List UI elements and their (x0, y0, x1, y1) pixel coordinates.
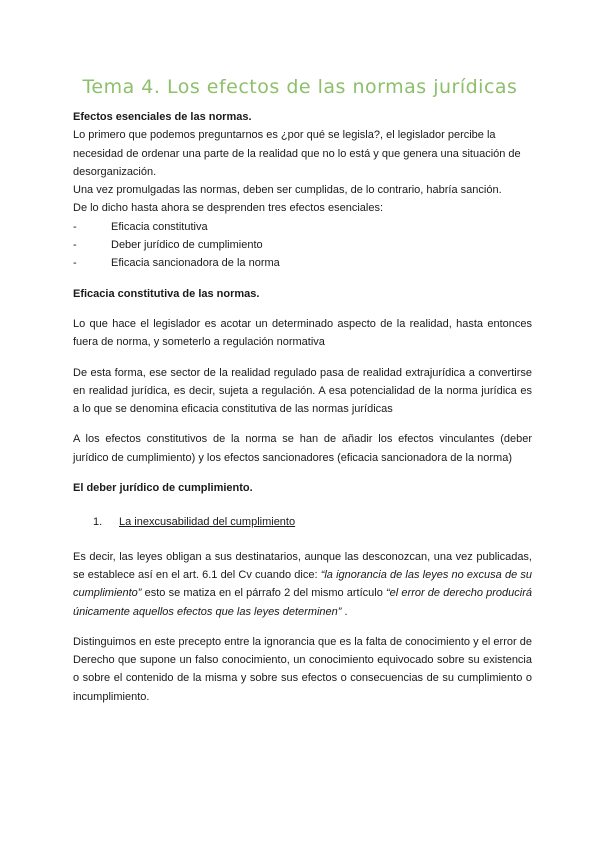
text-run: Es decir, las leyes obligan a sus destinatarios, aunque las desconozcan, una vez publicadas, se establece así en el art. 6.1 del Cv cuando dice: (73, 550, 532, 581)
list-item (73, 236, 532, 254)
item-label: La inexcusabilidad del cumplimiento (119, 516, 296, 529)
paragraph: Lo primero que podemos preguntarnos es ¿por qué se legisla?, el legislador percibe la necesidad de ordenar una parte de la realidad que no lo está y que genera una situación de desorganización. (73, 129, 521, 178)
item-number: 1. (93, 516, 103, 529)
paragraph: A los efectos constitutivos de la norma se han de añadir los efectos vinculantes (deber jurídico de cumplimiento) y los efectos sancionadores (eficacia sancionadora de la norma) (73, 433, 532, 464)
list-marker: - (73, 220, 77, 233)
paragraph: Una vez promulgadas las normas, deben ser cumplidas, de lo contrario, habría sanción. (73, 184, 502, 197)
list-item (73, 218, 532, 236)
paragraph: Distinguimos en este precepto entre la ignorancia que es la falta de conocimiento y el error de Derecho que supone un falso conocimiento, un conocimiento equivocado sobre su existencia o sobre el contenido de la misma y sobre sus efectos o consecuencias de su cumplimiento o incumplimiento. (73, 635, 532, 703)
quote: “el error de derecho producirá únicamente aquellos efectos que las leyes determinen” (73, 587, 532, 618)
section-heading-eficacia-constitutiva: Eficacia constitutiva de las normas. (73, 287, 260, 300)
section-heading-efectos: Efectos esenciales de las normas. (73, 111, 252, 123)
paragraph: De lo dicho hasta ahora se desprenden tres efectos esenciales: (73, 202, 384, 215)
list-marker: - (73, 239, 77, 252)
section-heading-deber-juridico: El deber jurídico de cumplimiento. (73, 482, 253, 495)
quote: “la ignorancia de las leyes no excusa de su cumplimiento” (73, 568, 532, 600)
list-marker: - (73, 257, 77, 270)
document-body (73, 108, 532, 706)
list-item-text: Deber jurídico de cumplimiento (111, 239, 263, 252)
effects-list (73, 218, 532, 273)
paragraph (73, 548, 532, 621)
text-run: esto se matiza en el párrafo 2 del mismo artículo (141, 587, 387, 600)
list-item-text: Eficacia sancionadora de la norma (111, 257, 280, 270)
paragraph: De esta forma, ese sector de la realidad regulado pasa de realidad extrajurídica a convertirse en realidad jurídica, es decir, sujeta a regulación. A esa potencialidad de la norma jurídica es a lo que se denomina eficacia constitutiva de las normas jurídicas (73, 366, 532, 416)
numbered-item (73, 513, 532, 531)
text-run: . (341, 605, 348, 618)
document-title: Tema 4. Los efectos de las normas jurídicas (82, 76, 518, 98)
list-item (73, 254, 532, 272)
paragraph: Lo que hace el legislador es acotar un determinado aspecto de la realidad, hasta entonces fuera de norma, y someterlo a regulación normativa (73, 317, 532, 349)
list-item-text: Eficacia constitutiva (111, 220, 208, 233)
